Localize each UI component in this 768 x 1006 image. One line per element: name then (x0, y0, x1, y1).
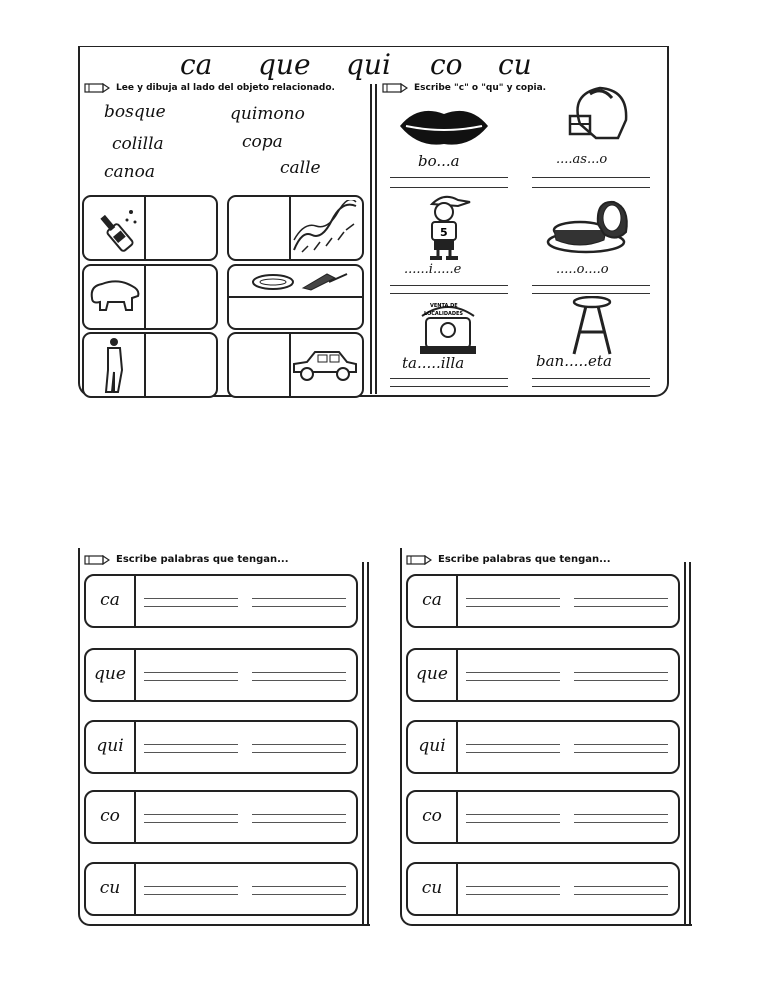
syllable-row (406, 648, 680, 702)
writing-line (390, 378, 508, 379)
title-syllable: que (258, 48, 311, 81)
svg-text:5: 5 (440, 226, 448, 239)
syllable-label: cu (99, 878, 121, 898)
syllable-label: que (416, 664, 448, 684)
pencil-icon (382, 83, 408, 93)
left-instruction: Lee y dibuja al lado del objeto relacionado. (116, 83, 335, 93)
writing-line (532, 386, 650, 387)
syllable-label: co (422, 806, 442, 826)
worksheet-left-instruction: Escribe palabras que tengan... (116, 554, 289, 565)
syllable-row (84, 790, 358, 844)
picture-frame (227, 195, 364, 261)
syllable-label: cu (421, 878, 443, 898)
fill-word: .....o....o (556, 262, 609, 277)
helmet-icon (566, 84, 632, 148)
syllable-row (84, 648, 358, 702)
word: quimono (230, 104, 305, 124)
river-icon (292, 200, 358, 254)
syllable-label: que (94, 664, 126, 684)
title-syllable: cu (498, 48, 532, 81)
boy-icon (414, 192, 476, 262)
car-icon (291, 348, 359, 384)
syllable-row (406, 720, 680, 774)
picture-frame (82, 195, 218, 261)
writing-line (532, 187, 650, 188)
stool-icon (570, 296, 614, 356)
writing-line (532, 378, 650, 379)
writing-line (532, 177, 650, 178)
syllable-row (406, 790, 680, 844)
worksheet-right-rule (684, 562, 691, 924)
writing-line (532, 293, 650, 294)
writing-line (390, 187, 508, 188)
writing-line (390, 285, 508, 286)
syllable-row (84, 862, 358, 916)
booth-sign-text: VENTA DE (430, 303, 458, 309)
word: colilla (112, 134, 164, 154)
word: bosque (104, 102, 166, 122)
title-syllable: ca (180, 48, 213, 81)
bottle-icon (87, 202, 143, 254)
right-instruction: Escribe "c" o "qu" y copia. (414, 83, 547, 93)
picture-frame (227, 332, 364, 398)
syllable-row (84, 574, 358, 628)
title-syllables (180, 48, 560, 82)
syllable-row (406, 862, 680, 916)
pencil-icon (84, 555, 110, 565)
picture-frame (82, 332, 218, 398)
ticket-booth-icon (416, 298, 480, 356)
syllable-label: co (100, 806, 120, 826)
writing-line (390, 293, 508, 294)
worksheet-right-instruction: Escribe palabras que tengan... (438, 554, 611, 565)
word: copa (242, 132, 283, 152)
picture-frame (227, 264, 364, 330)
worksheet-left-rule (362, 562, 369, 924)
bear-icon (88, 276, 142, 316)
fill-word: ....as...o (556, 152, 608, 167)
fill-word: ban.....eta (536, 352, 612, 370)
canoe-icon (249, 270, 349, 294)
person-icon (98, 336, 130, 394)
fill-word: ta.....illa (402, 354, 465, 372)
syllable-row (406, 574, 680, 628)
pencil-icon (84, 83, 110, 93)
title-syllable: qui (346, 48, 391, 81)
writing-line (532, 285, 650, 286)
word-list (100, 100, 360, 190)
syllable-label: ca (100, 590, 120, 610)
writing-line (390, 386, 508, 387)
coconut-icon (546, 198, 636, 256)
title-syllable: co (430, 48, 463, 81)
syllable-row (84, 720, 358, 774)
booth-sign-text: LOCALIDADES (424, 311, 464, 317)
picture-frame (82, 264, 218, 330)
fill-word: bo...a (418, 152, 460, 170)
lips-icon (398, 104, 490, 148)
syllable-label: qui (418, 736, 446, 756)
word: canoa (104, 162, 155, 182)
pencil-icon (406, 555, 432, 565)
fill-word: ......i.....e (404, 262, 462, 277)
word: calle (280, 158, 321, 178)
syllable-label: qui (96, 736, 124, 756)
column-divider (370, 84, 377, 394)
syllable-label: ca (422, 590, 442, 610)
writing-line (390, 177, 508, 178)
